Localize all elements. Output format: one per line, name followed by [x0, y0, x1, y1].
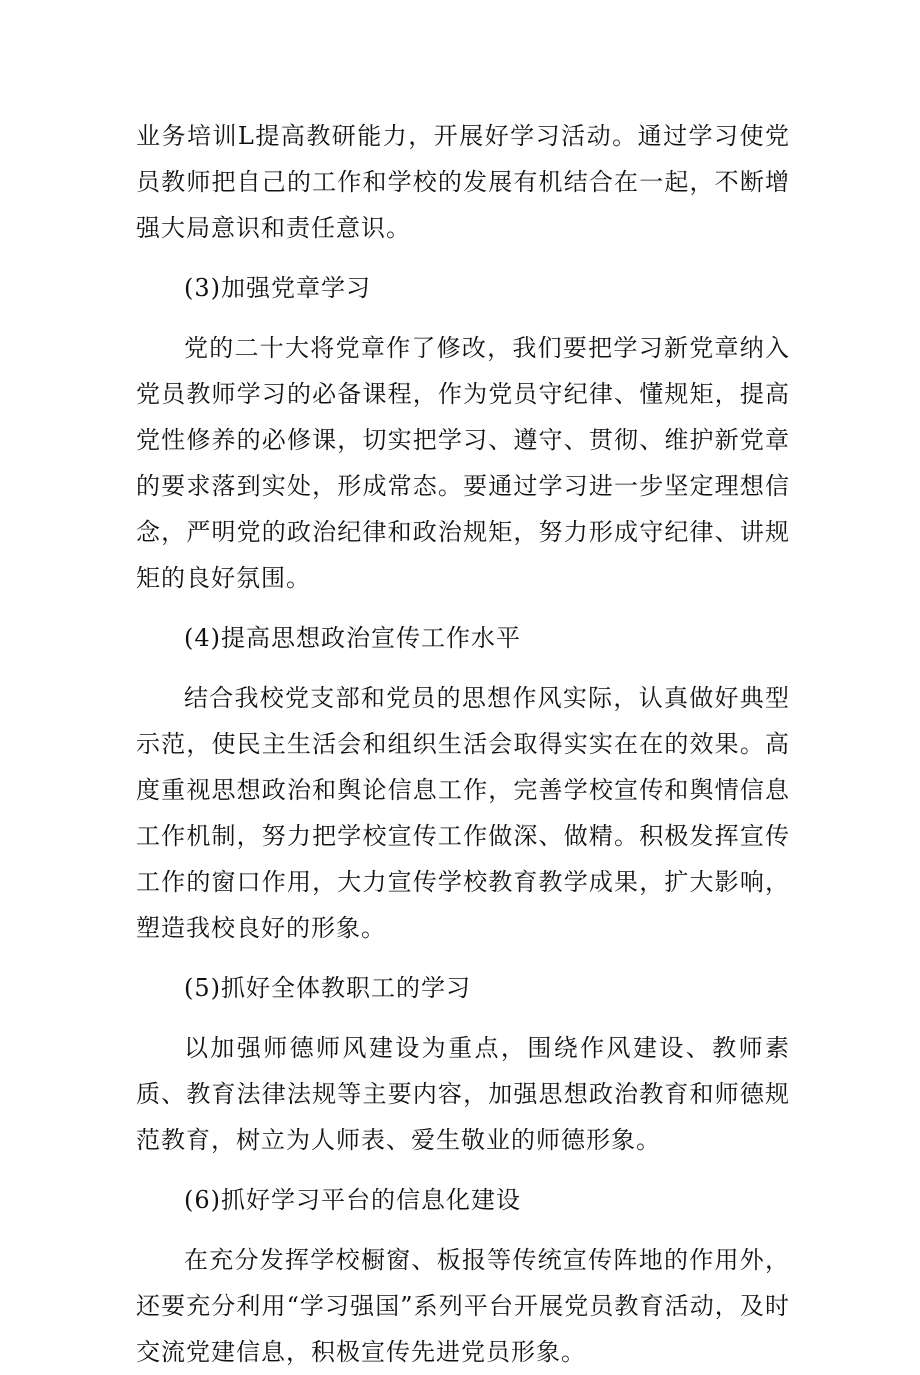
heading-platform-informatization: (6)抓好学习平台的信息化建设: [184, 1186, 521, 1214]
heading-ideological-publicity: (4)提高思想政治宣传工作水平: [184, 624, 521, 652]
paragraph-staff-study: 以加强师德师风建设为重点，围绕作风建设、教师素质、教育法律法规等主要内容，加强思想政治教育和师德规范教育，树立为人师表、爱生敬业的师德形象。: [136, 1034, 790, 1154]
paragraph-ideological-publicity: 结合我校党支部和党员的思想作风实际，认真做好典型示范，使民主生活会和组织生活会取得实实在在的效果。高度重视思想政治和舆论信息工作，完善学校宣传和舆情信息工作机制，努力把学校宣传工作做深、做精。积极发挥宣传工作的窗口作用，大力宣传学校教育教学成果，扩大影响，塑造我校良好的形象。: [136, 684, 790, 942]
heading-party-constitution-study: (3)加强党章学习: [184, 274, 371, 302]
paragraph-business-training: 业务培训L提高教研能力，开展好学习活动。通过学习使党员教师把自己的工作和学校的发展有机结合在一起，不断增强大局意识和责任意识。: [136, 122, 790, 242]
paragraph-platform-informatization: 在充分发挥学校橱窗、板报等传统宣传阵地的作用外，还要充分利用“学习强国”系列平台开展党员教育活动，及时交流党建信息，积极宣传先进党员形象。: [136, 1246, 790, 1366]
heading-staff-study: (5)抓好全体教职工的学习: [184, 974, 471, 1002]
paragraph-party-constitution: 党的二十大将党章作了修改，我们要把学习新党章纳入党员教师学习的必备课程，作为党员守纪律、懂规矩，提高党性修养的必修课，切实把学习、遵守、贯彻、维护新党章的要求落到实处，形成常态。要通过学习进一步坚定理想信念，严明党的政治纪律和政治规矩，努力形成守纪律、讲规矩的良好氛围。: [136, 334, 790, 592]
